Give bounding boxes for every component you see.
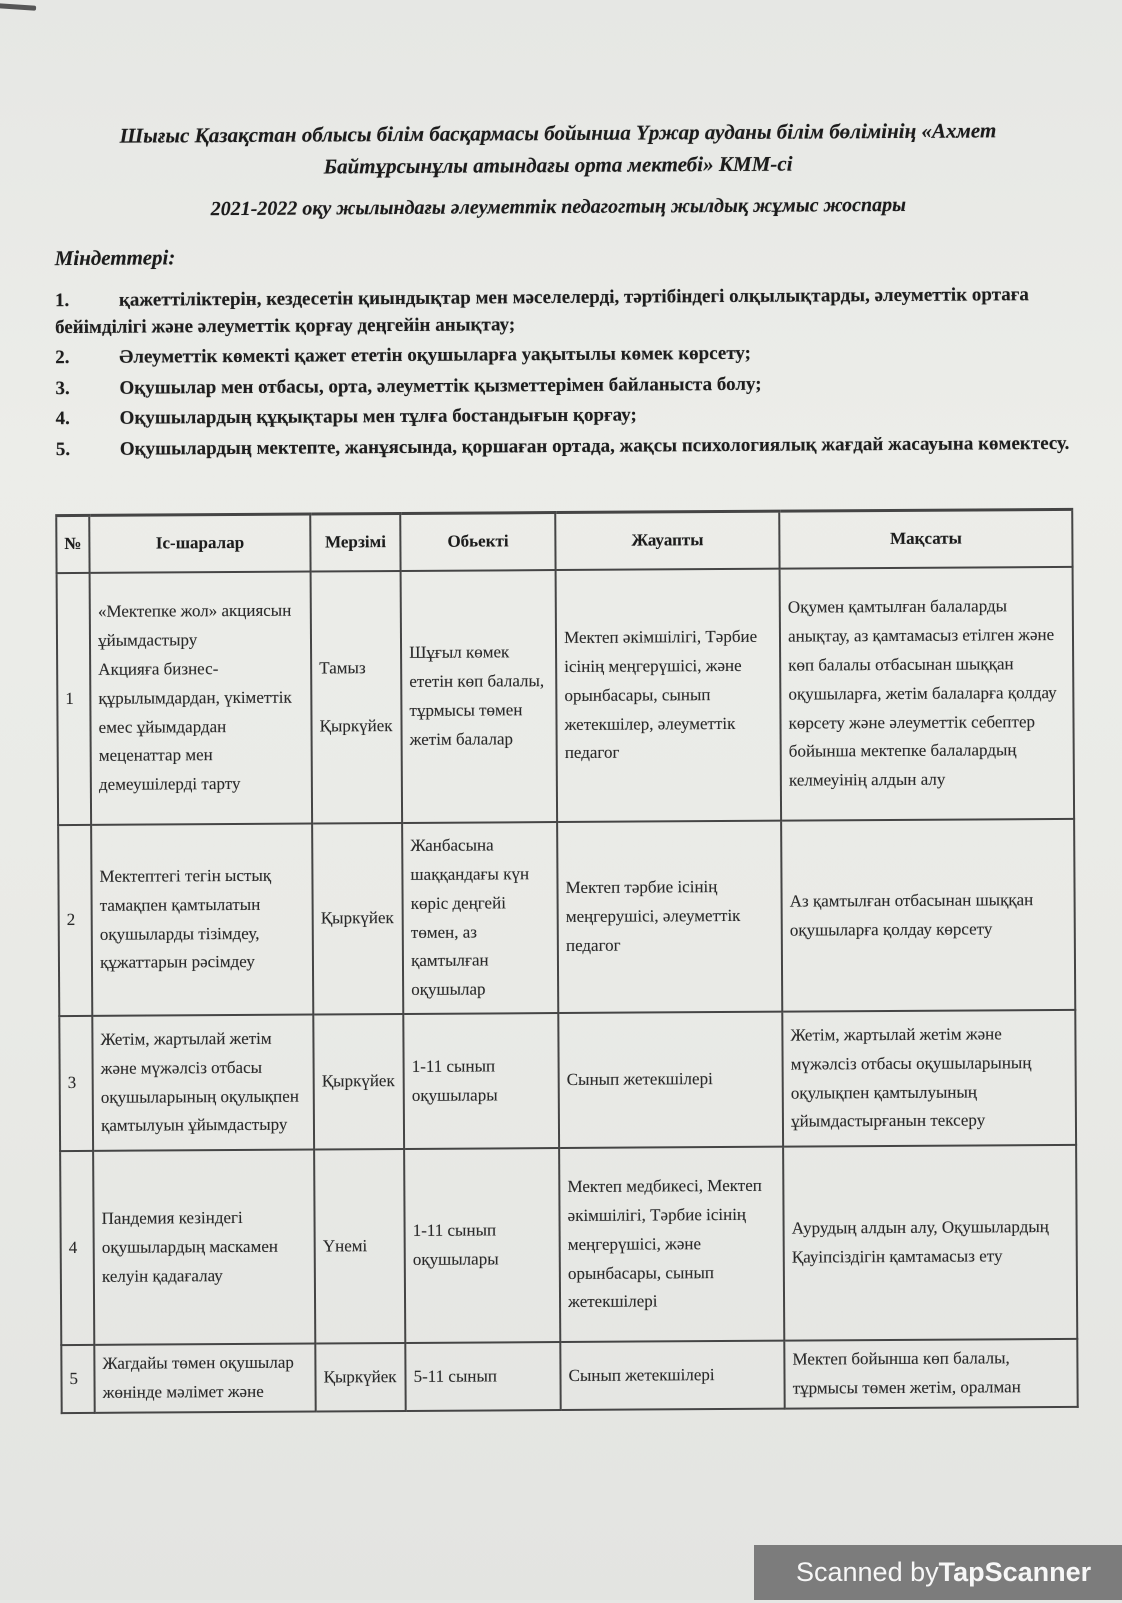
object-cell: Жанбасына шаққандағы күн көріс деңгейі төмен, аз қамтылған оқушылар bbox=[402, 822, 558, 1014]
row-number-cell: 2 bbox=[58, 825, 92, 1016]
task-item bbox=[56, 400, 1073, 433]
task-item bbox=[55, 282, 1072, 341]
row-number-cell: 5 bbox=[61, 1345, 95, 1413]
task-number: 2. bbox=[55, 347, 70, 369]
responsible-cell: Мектеп әкімшілігі, Тәрбие ісінің меңгерүшісі, және орынбасары, сынып жетекшілер, әлеуметтік педагог bbox=[556, 569, 782, 822]
row-number-cell: 1 bbox=[57, 573, 92, 825]
table-row bbox=[59, 1010, 1076, 1151]
work-plan-table bbox=[55, 507, 1079, 1413]
col-header-number: № bbox=[56, 515, 89, 573]
table-row bbox=[57, 567, 1075, 825]
task-item bbox=[55, 370, 1072, 403]
task-number: 5. bbox=[55, 438, 71, 461]
task-number: 1. bbox=[54, 289, 70, 312]
responsible-cell: Мектеп медбикесі, Мектеп әкімшілігі, Тәрбие ісінің меңгерүшісі, және орынбасары, сынып жетекшілері bbox=[559, 1147, 784, 1342]
goal-cell: Мектеп бойынша көп балалы, тұрмысы төмен жетім, оралман bbox=[784, 1339, 1077, 1409]
row-number-cell: 3 bbox=[59, 1016, 93, 1151]
page-title: Шығыс Қазақстан облысы білім басқармасы бойынша Үржар ауданы білім бөлімінің «Ахмет Байтұрсынұлы атындағы орта мектебі» КММ-сі bbox=[119, 118, 997, 178]
object-cell: 5-11 сынып bbox=[405, 1342, 560, 1411]
task-text: Оқушылардың мектепте, жанұясында, қоршаған ортада, жақсы психологиялық жағдай жасауына көмектесу. bbox=[119, 432, 1070, 460]
responsible-cell: Сынып жетекшілері bbox=[558, 1012, 783, 1148]
col-header-activity: Іс-шаралар bbox=[89, 514, 310, 573]
tasks-list bbox=[55, 282, 1073, 464]
table-header-row bbox=[56, 509, 1072, 573]
col-header-goal: Мақсаты bbox=[779, 509, 1072, 569]
tapscanner-watermark bbox=[754, 1545, 1122, 1600]
watermark-prefix: Scanned by bbox=[796, 1557, 939, 1587]
goal-cell: Жетім, жартылай жетім және мүжәлсіз отбасы оқушыларының оқулықпен қамтылуының ұйымдастырғанын тексеру bbox=[782, 1010, 1076, 1147]
scan-edge-artifact bbox=[0, 3, 36, 11]
activity-cell: «Мектепке жол» акциясын ұйымдастыру Акцияға бизнес-құрылымдардан, үкіметтік емес ұйымдардан меценаттар мен демеушілерді тарту bbox=[90, 572, 313, 825]
watermark-brand: TapScanner bbox=[938, 1557, 1092, 1587]
activity-cell: Жетім, жартылай жетім және мүжәлсіз отбасы оқушыларының оқулықпен қамтылуын ұйымдастыру bbox=[92, 1015, 314, 1151]
term-cell: Қыркүйек bbox=[312, 823, 403, 1015]
activity-cell: Мектептегі тегін ыстық тамақпен қамтылатын оқушыларды тізімдеу, құжаттарын рәсімдеу bbox=[91, 824, 313, 1016]
task-item bbox=[55, 339, 1072, 372]
goal-cell: Оқумен қамтылған балаларды анықтау, аз қамтамасыз етілген және көп балалы отбасынан шыққан оқушыларға, жетім балаларға қолдау көрсету және әлеуметтік себептер бойынша мектепке балалардың келмеуінің алдын алу bbox=[780, 567, 1075, 821]
activity-cell: Пандемия кезіндегі оқушылардың маскамен келуін қадағалау bbox=[93, 1150, 315, 1345]
responsible-cell: Сынып жетекшілері bbox=[560, 1341, 784, 1410]
term-cell: Тамыз Қыркүйек bbox=[311, 571, 403, 824]
term-cell: Үнемі bbox=[314, 1149, 405, 1344]
table-row bbox=[58, 819, 1075, 1016]
page-subtitle: 2021-2022 оқу жылындағы әлеуметтік педагогтың жылдық жұмыс жоспары bbox=[210, 193, 907, 221]
table-row bbox=[61, 1339, 1077, 1413]
col-header-responsible: Жауапты bbox=[555, 511, 779, 570]
table-row bbox=[60, 1145, 1077, 1345]
task-text: қажеттіліктерін, кездесетін қиындықтар мен мәселелерді, тәртібіндегі олқылықтарды, әлеуметтік ортаға бейімділігі және әлеуметтік қорғау деңгейін анықтау; bbox=[55, 284, 1029, 338]
tasks-heading: Міндеттері: bbox=[54, 245, 176, 271]
responsible-cell: Мектеп тәрбие ісінің меңгерушісі, әлеуметтік педагог bbox=[557, 821, 782, 1013]
object-cell: 1-11 сынып оқушылары bbox=[404, 1148, 560, 1343]
task-number: 3. bbox=[55, 377, 70, 399]
task-text: Оқушылар мен отбасы, орта, әлеуметтік қызметтерімен байланыста болу; bbox=[119, 373, 762, 399]
task-text: Әлеуметтік көмекті қажет ететін оқушыларға уақытылы көмек көрсету; bbox=[119, 343, 752, 368]
goal-cell: Аз қамтылған отбасынан шыққан оқушыларға қолдау көрсету bbox=[781, 819, 1075, 1012]
task-text: Оқушылардың құқықтары мен тұлға бостандығын қорғау; bbox=[119, 404, 637, 430]
row-number-cell: 4 bbox=[60, 1151, 94, 1345]
task-item bbox=[56, 431, 1073, 464]
col-header-object: Обьекті bbox=[400, 512, 555, 571]
object-cell: Шұғыл көмек ететін көп балалы, тұрмысы төмен жетім балалар bbox=[401, 570, 558, 823]
object-cell: 1-11 сынып оқушылары bbox=[403, 1013, 559, 1149]
task-number: 4. bbox=[55, 408, 70, 430]
activity-cell: Жагдайы төмен оқушылар жөнінде мәлімет және bbox=[94, 1344, 315, 1413]
goal-cell: Аурудың алдын алу, Оқушылардың Қауіпсіздігін қамтамасыз ету bbox=[783, 1145, 1077, 1341]
col-header-term: Мерзімі bbox=[310, 513, 400, 572]
term-cell: Қыркүйек bbox=[315, 1343, 405, 1411]
term-cell: Қыркүйек bbox=[313, 1014, 404, 1150]
